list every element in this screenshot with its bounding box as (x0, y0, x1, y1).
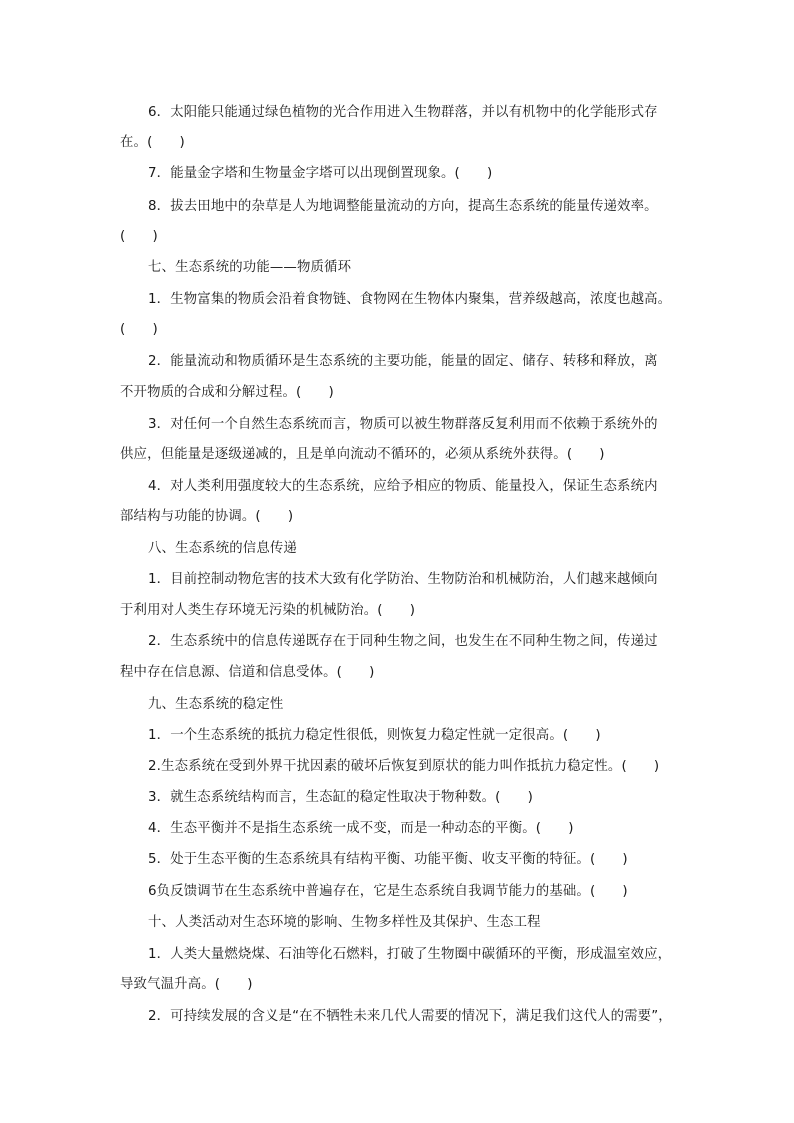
text-line: 2.生态系统在受到外界干扰因素的破坏后恢复到原状的能力叫作抵抗力稳定性。( ) (148, 759, 660, 774)
text-line: 不开物质的合成和分解过程。( ) (120, 385, 334, 400)
section-heading: 十、人类活动对生态环境的影响、生物多样性及其保护、生态工程 (148, 915, 541, 930)
section-heading: 八、生态系统的信息传递 (148, 541, 297, 556)
text-line: 2．生态系统中的信息传递既存在于同种生物之间，也发生在不同种生物之间，传递过 (148, 634, 658, 649)
text-line: 4．对人类利用强度较大的生态系统，应给予相应的物质、能量投入，保证生态系统内 (148, 479, 658, 494)
text-line: 6．太阳能只能通过绿色植物的光合作用进入生物群落，并以有机物中的化学能形式存 (148, 105, 658, 120)
text-line: 6负反馈调节在生态系统中普遍存在，它是生态系统自我调节能力的基础。( ) (148, 884, 628, 899)
text-line: 1．目前控制动物危害的技术大致有化学防治、生物防治和机械防治，人们越来越倾向 (148, 572, 658, 587)
text-line: 导致气温升高。( ) (120, 977, 253, 992)
text-line: 1．人类大量燃烧煤、石油等化石燃料，打破了生物圈中碳循环的平衡，形成温室效应， (148, 947, 672, 962)
text-line: ( ) (120, 322, 158, 337)
text-line: 部结构与功能的协调。( ) (120, 509, 294, 524)
text-line: 7．能量金字塔和生物量金字塔可以出现倒置现象。( ) (148, 166, 493, 181)
text-line: 供应，但能量是逐级递减的，且是单向流动不循环的，必须从系统外获得。( ) (120, 447, 605, 462)
text-line: 2．可持续发展的含义是“在不牺牲未来几代人需要的情况下，满足我们这代人的需要”， (148, 1009, 672, 1024)
text-line: 3．就生态系统结构而言，生态缸的稳定性取决于物种数。( ) (148, 790, 534, 805)
section-heading: 七、生态系统的功能——物质循环 (148, 260, 352, 275)
text-line: ( ) (120, 229, 158, 244)
text-line: 于利用对人类生存环境无污染的机械防治。( ) (120, 603, 416, 618)
text-line: 2．能量流动和物质循环是生态系统的主要功能，能量的固定、储存、转移和释放，离 (148, 354, 658, 369)
text-line: 1．生物富集的物质会沿着食物链、食物网在生物体内聚集，营养级越高，浓度也越高。 (148, 292, 672, 307)
text-line: 在。( ) (120, 135, 185, 150)
text-line: 5．处于生态平衡的生态系统具有结构平衡、功能平衡、收支平衡的特征。( ) (148, 852, 628, 867)
text-line: 8．拔去田地中的杂草是人为地调整能量流动的方向，提高生态系统的能量传递效率。 (148, 199, 658, 214)
text-line: 程中存在信息源、信道和信息受体。( ) (120, 665, 375, 680)
text-line: 3．对任何一个自然生态系统而言，物质可以被生物群落反复利用而不依赖于系统外的 (148, 417, 658, 432)
text-line: 1．一个生态系统的抵抗力稳定性很低，则恢复力稳定性就一定很高。( ) (148, 728, 601, 743)
section-heading: 九、生态系统的稳定性 (148, 697, 284, 712)
text-line: 4．生态平衡并不是指生态系统一成不变，而是一种动态的平衡。( ) (148, 821, 574, 836)
